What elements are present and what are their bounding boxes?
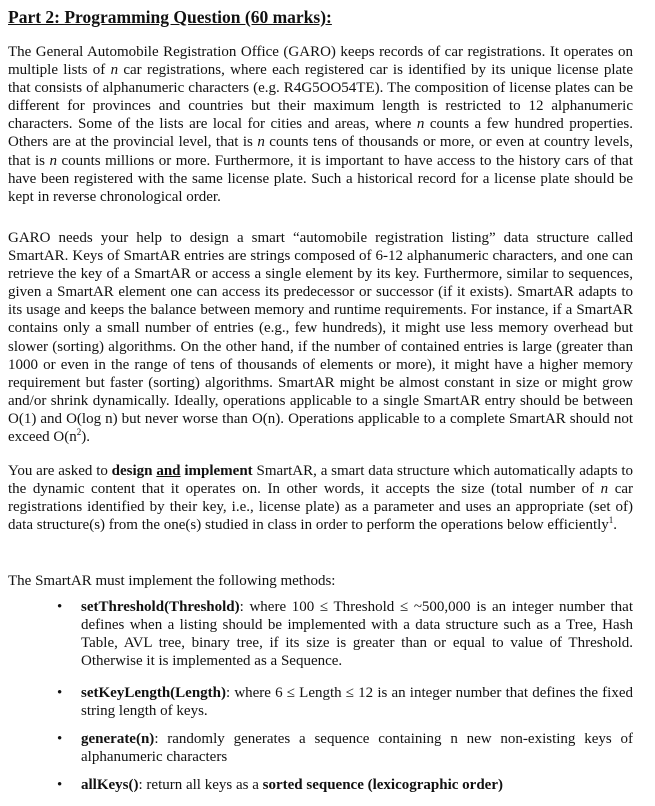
method-text — [81, 685, 633, 719]
bullet-icon: • — [57, 599, 63, 615]
text-run: n — [416, 116, 425, 133]
text-run: GARO needs your help to design a smart “automobile registration listing” data structure called SmartAR. Keys of SmartAR entries are strings composed of 6-12 alphanumeric characters, and one can retrieve the key of a SmartAR or access a single element by its key. Furthermore, similar to sequences, given a SmartAR element one can access its predecessor or successor (if it exists). SmartAR adapts to its usage and keeps the balance between memory and runtime requirements. For instance, if a SmartAR contains only a small number of entries (e.g., few hundreds), it might use less memory overhead but slower (sorting) algorithms. On the other hand, if the number of contained entries is large (greater than 1000 or even in the range of tens of thousands of elements or more), it might have a higher memory requirement but faster (sorting) algorithms. SmartAR might be almost constant in size or might grow and/or shrink dynamically. Ideally, operations applicable to a single SmartAR entry should be between O(1) and O(log n) but never worse than O(n). Operations applicable to a complete SmartAR should not exceed O(n — [8, 230, 633, 446]
text-run: generate(n) — [81, 731, 155, 747]
text-run: implement — [184, 463, 253, 479]
text-run: n — [110, 62, 119, 79]
text-run: : return all keys as a — [138, 777, 263, 793]
text-run: : where 6 ≤ Length ≤ 12 is an integer number that defines the fixed string length of keys. — [81, 685, 633, 720]
text-run: 2 — [76, 427, 82, 438]
method-item-setkeylength — [57, 684, 633, 720]
bullet-icon: • — [57, 685, 63, 701]
text-run: You are asked to — [8, 463, 112, 479]
text-run: ). — [81, 429, 90, 446]
text-run: car registrations, where each registered car is identified by its unique license plate that consists of alphanumeric characters (e.g. R4G5OO54TE). The composition of license plates can be different for provinces and countries but their maximum length is restricted to 12 alphanumeric characters. Some of the lists are local for cities and areas, where — [8, 62, 633, 133]
method-text — [81, 599, 633, 669]
text-run: counts millions or more. Furthermore, it is important to have access to the history cars of that have been registered with the same license plate. Such a historical record for a license plate should be kept in reverse chronological order. — [8, 152, 633, 205]
paragraph-smartar-description — [8, 229, 633, 446]
method-item-setthreshold — [57, 598, 633, 670]
bullet-icon: • — [57, 731, 63, 747]
text-run: . — [613, 517, 618, 534]
method-text — [81, 731, 633, 765]
text-run: n — [600, 481, 609, 498]
text-run: n — [257, 134, 265, 151]
text-run: The General Automobile Registration Office (GARO) keeps records of car registrations. It operates on multiple lists of — [8, 44, 633, 79]
text-run: 1 — [608, 515, 614, 526]
method-item-generate — [57, 730, 633, 766]
text-run: car registrations identified by their key, i.e., license plate) as a parameter and uses an appropriate (set of) data structure(s) from the one(s) studied in class in order to perform the operations below efficiently — [8, 481, 634, 534]
text-run: n — [49, 152, 57, 169]
paragraph-garo-intro — [8, 43, 633, 206]
method-item-allkeys — [57, 776, 633, 794]
text-run: and — [156, 463, 181, 479]
text-run: setKeyLength(Length) — [81, 685, 226, 701]
bullet-icon: • — [57, 777, 63, 793]
text-run: design — [111, 463, 153, 479]
text-run: counts tens of thousands or more, or even at country levels, that is — [8, 134, 633, 169]
methods-intro: The SmartAR must implement the following methods: — [8, 573, 336, 589]
text-run: : where 100 ≤ Threshold ≤ ~500,000 is an integer number that defines when a listing should be implemented with a data structure such as a Tree, Hash Table, AVL tree, binary tree, if its size is greater than or equal to value of Threshold. Otherwise it is implemented as a Sequence. — [81, 599, 633, 670]
method-text — [81, 777, 503, 793]
text-run: allKeys() — [81, 777, 139, 793]
text-run: setThreshold(Threshold) — [81, 599, 240, 615]
text-run: SmartAR, a smart data structure which automatically adapts to the dynamic content that it operates on. In other words, it accepts the size (total number of — [8, 463, 634, 498]
section-heading: Part 2: Programming Question (60 marks): — [8, 7, 332, 27]
text-run: : randomly generates a sequence containing n new non-existing keys of alphanumeric characters — [81, 731, 633, 766]
text-run: counts a few hundred properties. Others are at the provincial level, that is — [8, 116, 634, 151]
paragraph-task-description — [8, 462, 633, 534]
text-run: sorted sequence (lexicographic order) — [262, 777, 503, 793]
